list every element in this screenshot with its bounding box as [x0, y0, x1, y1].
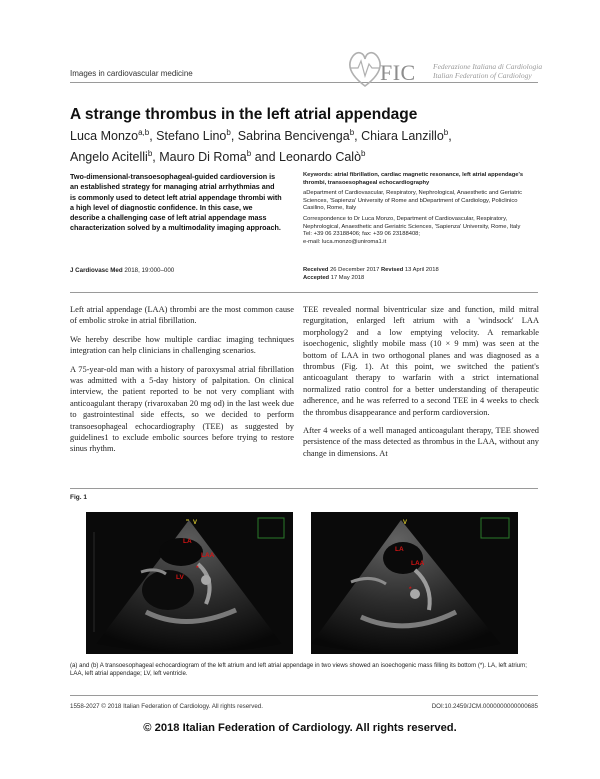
accepted-label: Accepted	[303, 275, 330, 281]
echo-image-b	[311, 512, 518, 654]
received-date: 26 December 2017	[328, 267, 381, 273]
author-name: , Mauro Di Roma	[152, 150, 247, 165]
echo-label-la: LA	[395, 546, 404, 553]
contact-phone: Tel: +39 06 23188406; fax: +39 06 23188408;	[303, 231, 421, 238]
logo-name-line1: Federazione Italiana di Cardiologia	[433, 62, 543, 71]
author-name: and Leonardo Calò	[251, 150, 362, 165]
author-affiliation: a,b	[138, 128, 150, 137]
author-name: , Sabrina Bencivenga	[230, 129, 350, 144]
keywords-text: atrial fibrillation, cardiac magnetic resonance, left atrial appendage's thrombi, transoesophageal echocardiography	[303, 172, 524, 186]
fic-logo	[345, 46, 543, 92]
footer-issn: 1558-2027 © 2018 Italian Federation of Cardiology. All rights reserved.	[70, 703, 263, 710]
author-affiliation: b	[443, 128, 449, 137]
author-separator: ,	[448, 129, 452, 144]
figure-divider	[70, 488, 538, 489]
logo-name	[433, 62, 542, 80]
article-dates	[303, 266, 540, 282]
abstract-divider	[70, 292, 538, 293]
echo-label-v: V	[403, 520, 408, 526]
revised-label: Revised	[381, 267, 404, 273]
author-affiliation: b	[349, 128, 355, 137]
echo-image-a	[86, 512, 293, 654]
echo-label-v: V	[193, 520, 198, 526]
figure-label: Fig. 1	[70, 494, 87, 501]
received-label: Received	[303, 267, 329, 273]
correspondence: Correspondence to Dr Luca Monzo, Department of Cardiovascular, Respiratory, Nephrological, Anaesthetic and Geriatric Sciences, 'Sapienza' University, Rome, Italy	[303, 215, 521, 230]
author-affiliation: b	[361, 149, 366, 159]
body-paragraph: A 75-year-old man with a history of paroxysmal atrial fibrillation was admitted with a 5-day history of palpitation. On clinical interview, the patient reported to be not very compliant with anticoagulant therapy (rivaroxaban 20 mg od) in the last week due to gastrointestinal side effects, so we decided to perform transoesophageal echocardiography (TEE) as suggested by guidelines1 to exclude embolic sources before trying to restore sinus rhythm.	[70, 364, 294, 454]
body-paragraph: TEE revealed normal biventricular size and function, mild mitral regurgitation, enlarged left atrium with a 'windsock' LAA morphology2 and a low emptying velocity. A remarkable isoechogenic, slightly mobile mass (10 × 9 mm) was seen at the bottom of LAA in two orthogonal planes and was diagnosed as a thrombus (Fig. 1). At this point, we switched the patient's anticoagulant therapy to warfarin with a strict international normalized ratio control for a better understanding of therapeutic adherence, and he was referred to a second TEE in 4 weeks to check the thrombus disappearance and perform cardioversion.	[303, 305, 539, 417]
echo-label-lv: LV	[176, 574, 184, 581]
affiliations: aDepartment of Cardiovascular, Respiratory, Nephrological, Anaesthetic and Geriatric Sciences, 'Sapienza' University of Rome and bDepartment of Cardiology, Policlinico Casilino, Rome, Italy	[303, 190, 522, 212]
echo-label-star: *	[196, 565, 199, 572]
body-column-right	[303, 304, 539, 466]
article-title: A strange thrombus in the left atrial appendage	[70, 106, 418, 123]
accepted-date: 17 May 2018	[329, 275, 365, 281]
copyright-notice: © 2018 Italian Federation of Cardiology. All rights reserved.	[143, 722, 457, 734]
echo-label-star: *	[409, 586, 412, 593]
author-affiliation: b	[226, 128, 231, 137]
figure-caption: (a) and (b) A transoesophageal echocardiogram of the left atrium and left atrial appendage in two views showed an isoechogenic mass filling its bottom (*). LA, left atrium; LAA, left atrial appendage; LV, left ventricle.	[70, 662, 527, 677]
echo-label-laa: LAA	[201, 552, 215, 559]
citation-details: 2018, 19:000–000	[122, 267, 175, 274]
section-label: Images in cardiovascular medicine	[70, 69, 193, 78]
citation-journal: J Cardiovasc Med	[70, 267, 123, 274]
echo-panel-a	[86, 512, 293, 654]
body-paragraph: After 4 weeks of a well managed anticoagulant therapy, TEE showed persistence of the mass detected as thrombus in the LAA, without any change in dimensions. At	[303, 426, 539, 458]
dates-line-2	[303, 274, 540, 282]
footer-divider	[70, 695, 538, 696]
abstract: Two-dimensional-transoesophageal-guided cardioversion is an established strategy for managing atrial arrhythmias and is commonly used to detect left atrial appendage thrombi with a high level of diagnostic confidence. In this case, we describe a challenging case of left atrial appendage mass characterization solved by a multimodality imaging approach.	[70, 172, 282, 233]
body-column-left	[70, 304, 294, 462]
journal-citation	[70, 267, 174, 274]
author-name: Luca Monzo	[70, 129, 139, 144]
heart-logo-icon	[345, 46, 385, 90]
author-line-2	[70, 145, 540, 166]
echo-panel-b	[311, 512, 518, 654]
article-metadata	[303, 172, 540, 249]
keywords-label: Keywords:	[303, 172, 333, 178]
body-paragraph: We hereby describe how multiple cardiac imaging techniques integration can help clinicians in challenging scenarios.	[70, 334, 294, 356]
keywords	[303, 172, 540, 187]
logo-letters: FIC	[380, 60, 416, 85]
echo-label-laa: LAA	[411, 560, 425, 567]
revised-date: 13 April 2018	[403, 267, 439, 273]
author-affiliation: b	[147, 149, 153, 159]
author-list	[70, 124, 540, 166]
echo-label-la: LA	[183, 538, 192, 545]
author-line-1	[70, 124, 540, 145]
author-name: , Stefano Lino	[149, 129, 227, 144]
author-name: Angelo Acitelli	[70, 150, 148, 165]
body-paragraph: Left atrial appendage (LAA) thrombi are the most common cause of embolic stroke in atrial fibrillation.	[70, 305, 294, 326]
contact-email: e-mail: luca.monzo@uniroma1.it	[303, 238, 387, 245]
logo-name-line2: Italian Federation of Cardiology	[433, 71, 532, 80]
dates-line-1	[303, 266, 540, 274]
author-name: , Chiara Lanzillo	[354, 129, 444, 144]
footer-doi: DOI:10.2459/JCM.0000000000000685	[431, 703, 538, 710]
author-affiliation: b	[246, 149, 252, 159]
